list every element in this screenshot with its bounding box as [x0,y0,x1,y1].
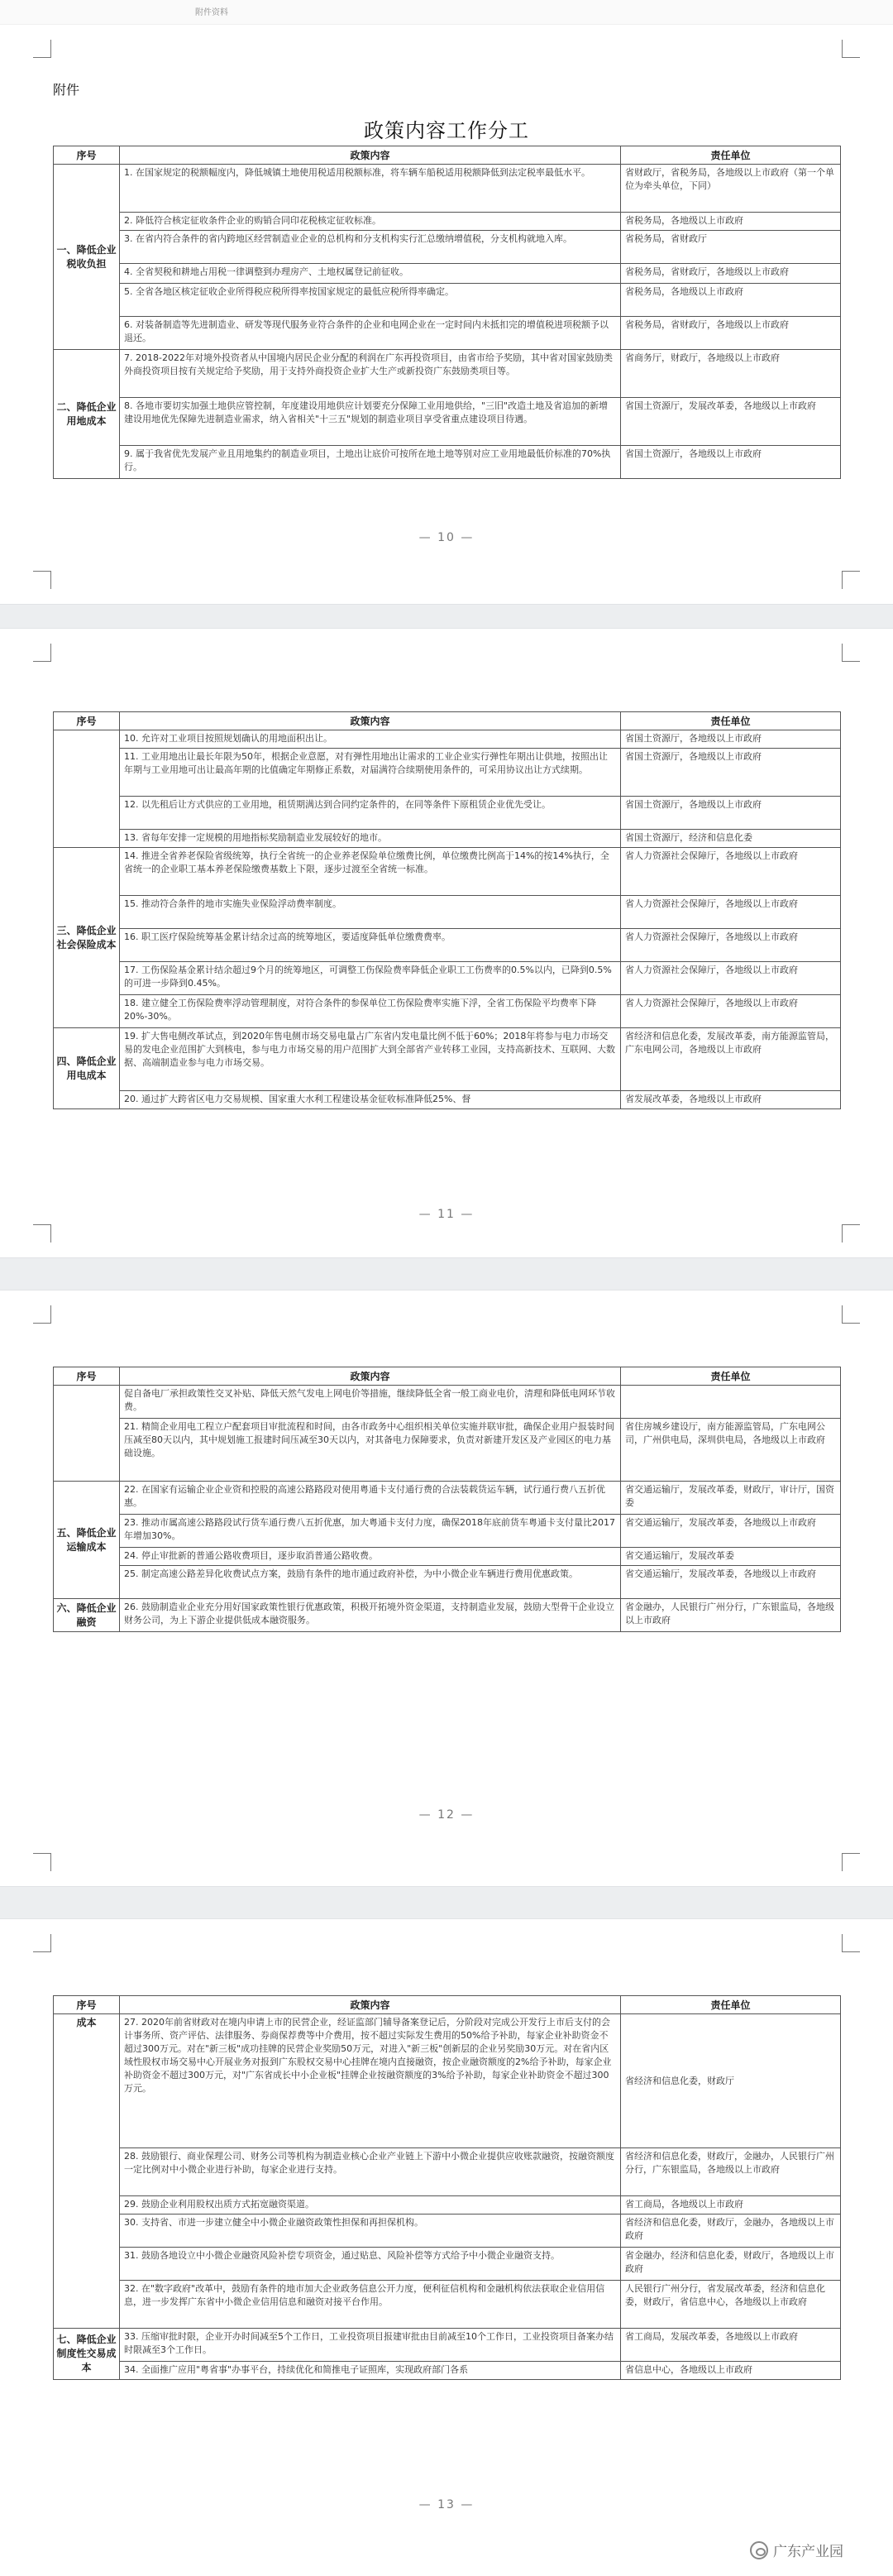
table-row [54,830,841,848]
table-header-row [54,1367,841,1386]
wechat-icon [750,2541,768,2559]
page-number: — 10 — [418,531,475,544]
table-row [54,2281,841,2329]
category-cell-continued [54,730,120,848]
table-row [54,165,841,213]
policy-content: 22. 在国家有运输企业企业资和控股的高速公路路段对使用粤通卡支付通行费的合法装载货运车辆，试行通行费八五折优惠。 [120,1482,621,1515]
table-row [54,350,841,398]
responsible-unit: 省工商局，发展改革委，各地级以上市政府 [621,2329,841,2362]
policy-content: 29. 鼓励企业利用股权出质方式拓宽融资渠道。 [120,2196,621,2214]
table-row [54,1566,841,1599]
table-row [54,730,841,749]
table-row [54,797,841,830]
table-row [54,929,841,962]
responsible-unit: 省税务局，各地级以上市政府 [621,213,841,231]
responsible-unit: 省国土资源厅，各地级以上市政府 [621,797,841,830]
policy-content: 19. 扩大售电侧改革试点，到2020年售电侧市场交易电量占广东省内发电量比例不低于60%；2018年将参与电力市场交易的发电企业范围扩大到核电，参与电力市场交易的用户范围扩大到全部省产业转移工业园，支持高新技术、互联网、大数据、高端制造业参与电力市场交易。 [120,1028,621,1091]
col-header-resp: 责任单位 [621,712,841,730]
policy-content: 27. 2020年前省财政对在境内申请上市的民营企业，经证监部门辅导备案登记后，分阶段对完成公开发行上市后支付的会计事务所、资产评估、法律服务、券商保荐费等中介费用，按不超过实际发生费用的50%给予补助，每家企业补助资金不超过300万元。对在"新三板"成功挂牌的民营企业奖励50万元，对进入"新三板"创新层的企业另奖励30万元。对在省内区域性股权市场交易中心开展业务对报到广东股权交易中心挂牌在境内直接融资，按企业融资额度的2%给予补助，每家企业补助资金不超过300万元，对"广东省成长中小企业板"挂牌企业按融资额度的3%给予补助，每家企业补助资金不超过300万元。 [120,2014,621,2148]
crop-mark [842,1934,860,1952]
responsible-unit: 省住房城乡建设厅，南方能源监管局，广东电网公司，广州供电局，深圳供电局，各地级以上市政府 [621,1419,841,1482]
policy-table [53,1367,841,1632]
responsible-unit: 省国土资源厅，经济和信息化委 [621,830,841,848]
responsible-unit: 省税务局，各地级以上市政府 [621,284,841,317]
policy-content: 30. 支持省、市进一步建立健全中小微企业融资政策性担保和再担保机构。 [120,2214,621,2248]
responsible-unit: 省发展改革委，各地级以上市政府 [621,1091,841,1109]
table-row [54,284,841,317]
policy-content: 6. 对装备制造等先进制造业、研发等现代服务业符合条件的企业和电网企业在一定时间内未抵扣完的增值税进项税额予以退还。 [120,317,621,350]
category-cell: 六、降低企业融资 [54,1599,120,1632]
policy-content: 8. 各地市要切实加强土地供应管控制，年度建设用地供应计划要充分保障工业用地供给，"三旧"改造土地及省追加的新增建设用地优先保障先进制造业需求，纳入省相关"十三五"规划的制造业项目享受省重点建设项目待遇。 [120,398,621,446]
crop-mark [842,40,860,58]
policy-content: 13. 省每年安排一定规模的用地指标奖励制造业发展较好的地市。 [120,830,621,848]
watermark-text: 广东产业园 [773,2544,843,2560]
page-12 [0,1290,893,1886]
watermark [750,2540,843,2560]
page-separator [0,604,893,629]
policy-content: 3. 在省内符合条件的省内跨地区经营制造业企业的总机构和分支机构实行汇总缴纳增值税，分支机构就地入库。 [120,231,621,264]
table-row [54,962,841,995]
table-row [54,1419,841,1482]
policy-content: 20. 通过扩大跨省区电力交易规模、国家重大水利工程建设基金征收标准降低25%、督 [120,1091,621,1109]
responsible-unit: 省国土资源厅，发展改革委，各地级以上市政府 [621,398,841,446]
col-header-no: 序号 [54,1996,120,2014]
page-10 [0,25,893,604]
policy-content: 2. 降低符合核定征收条件企业的购销合同印花税核定征收标准。 [120,213,621,231]
page-11 [0,629,893,1257]
table-row [54,1599,841,1632]
crop-mark [33,571,51,589]
responsible-unit: 省金融办，经济和信息化委，财政厅，各地级以上市政府 [621,2248,841,2281]
table-row [54,1386,841,1419]
policy-content: 21. 精简企业用电工程立户配套项目审批流程和时间，由各市政务中心组织相关单位实施并联审批，确保企业用户报装时间压减至80天以内，其中规划施工报建时间压减至30天以内，对其备电力保障要求，负责对新建开发区及产业园区的电力基础设施。 [120,1419,621,1482]
policy-content: 16. 职工医疗保险统筹基金累计结余过高的统筹地区，要适度降低单位缴费费率。 [120,929,621,962]
responsible-unit: 省金融办，人民银行广州分行，广东银监局，各地级以上市政府 [621,1599,841,1632]
crop-mark [842,644,860,662]
col-header-no: 序号 [54,712,120,730]
responsible-unit: 人民银行广州分行，省发展改革委，经济和信息化委，财政厅，省信息中心，各地级以上市政府 [621,2281,841,2329]
responsible-unit: 省交通运输厅，发展改革委，各地级以上市政府 [621,1515,841,1548]
table-row [54,2014,841,2148]
category-cell: 五、降低企业运输成本 [54,1482,120,1599]
responsible-unit: 省经济和信息化委，财政厅，金融办，各地级以上市政府 [621,2214,841,2248]
responsible-unit: 省国土资源厅，各地级以上市政府 [621,749,841,797]
policy-content: 15. 推动符合条件的地市实施失业保险浮动费率制度。 [120,896,621,929]
crop-text: 附件资料 [195,8,228,17]
policy-content: 24. 停止审批新的普通公路收费项目，逐步取消普通公路收费。 [120,1548,621,1566]
responsible-unit: 省交通运输厅，发展改革委，财政厅，审计厅，国资委 [621,1482,841,1515]
crop-mark [842,1224,860,1243]
responsible-unit: 省税务局，省财政厅 [621,231,841,264]
responsible-unit: 省人力资源社会保障厅，各地级以上市政府 [621,962,841,995]
crop-mark [842,1853,860,1871]
page-separator [0,1886,893,1919]
responsible-unit: 省人力资源社会保障厅，各地级以上市政府 [621,995,841,1028]
crop-mark [33,1305,51,1324]
policy-content: 9. 属于我省优先发展产业且用地集约的制造业项目，土地出让底价可按所在地土地等别对应工业用地最低价标准的70%执行。 [120,446,621,479]
col-header-content: 政策内容 [120,1996,621,2014]
table-row [54,995,841,1028]
table-row [54,317,841,350]
responsible-unit: 省人力资源社会保障厅，各地级以上市政府 [621,848,841,896]
responsible-unit: 省人力资源社会保障厅，各地级以上市政府 [621,929,841,962]
policy-table [53,146,841,479]
policy-content: 34. 全面推广应用"粤省事"办事平台，持续优化和简推电子证照库，实现政府部门各系 [120,2362,621,2380]
policy-table [53,1995,841,2380]
col-header-content: 政策内容 [120,146,621,165]
crop-mark [33,1853,51,1871]
page-number: — 12 — [418,1808,475,1822]
policy-content: 5. 全省各地区核定征收企业所得税应税所得率按国家规定的最低应税所得率确定。 [120,284,621,317]
policy-content: 1. 在国家规定的税额幅度内，降低城镇土地使用税适用税额标准，将车辆车船税适用税额降低到法定税率最低水平。 [120,165,621,213]
table-row [54,2248,841,2281]
policy-content: 17. 工伤保险基金累计结余超过9个月的统筹地区，可调整工伤保险费率降低企业职工工伤费率的0.5%以内，已降到0.5%的可进一步降到0.45%。 [120,962,621,995]
col-header-no: 序号 [54,146,120,165]
table-row [54,1482,841,1515]
table-row [54,749,841,797]
policy-content: 25. 制定高速公路差异化收费试点方案，鼓励有条件的地市通过政府补偿，为中小微企业车辆进行费用优惠政策。 [120,1566,621,1599]
crop-mark [33,644,51,662]
table-header-row [54,1996,841,2014]
policy-content: 12. 以先租后让方式供应的工业用地，租赁期满达到合同约定条件的，在同等条件下原租赁企业优先受让。 [120,797,621,830]
page-13 [0,1919,893,2576]
category-cell: 四、降低企业用电成本 [54,1028,120,1109]
crop-mark [842,571,860,589]
table-header-row [54,146,841,165]
attachment-label: 附件 [53,82,80,98]
top-crop-strip [0,0,893,25]
table-row [54,1091,841,1109]
table-row [54,896,841,929]
policy-content: 32. 在"数字政府"改革中，鼓励有条件的地市加大企业政务信息公开力度，便利征信机构和金融机构依法获取企业信用信息，进一步发挥广东省中小微企业信用信息和融资对接平台作用。 [120,2281,621,2329]
crop-mark [842,1305,860,1324]
category-cell-continued [54,1386,120,1482]
crop-mark [33,1934,51,1952]
policy-content: 11. 工业用地出让最长年限为50年，根据企业意愿，对有弹性用地出让需求的工业企业实行弹性年期出让供地，按照出让年期与工业用地可出让最高年期的比值确定年期修正系数，对届满符合续期使用条件的，可采用协议出让方式续期。 [120,749,621,797]
policy-content: 18. 建立健全工伤保险费率浮动管理制度，对符合条件的参保单位工伤保险费率实施下浮，全省工伤保险平均费率下降20%-30%。 [120,995,621,1028]
policy-content: 促自备电厂承担政策性交叉补贴、降低天然气发电上网电价等措施，继续降低全省一般工商业电价，清理和降低电网环节收费。 [120,1386,621,1419]
col-header-resp: 责任单位 [621,146,841,165]
table-row [54,446,841,479]
policy-content: 26. 鼓励制造业企业充分用好国家政策性银行优惠政策，积极开拓境外资金渠道，支持制造业发展，鼓励大型骨干企业设立财务公司，为上下游企业提供低成本融资服务。 [120,1599,621,1632]
table-row [54,264,841,284]
col-header-content: 政策内容 [120,712,621,730]
table-row [54,848,841,896]
policy-content: 10. 允许对工业项目按照规划确认的用地面积出让。 [120,730,621,749]
category-cell: 三、降低企业社会保险成本 [54,848,120,1028]
table-header-row [54,712,841,730]
page-title: 政策内容工作分工 [364,119,529,142]
category-cell: 成本 [54,2014,120,2329]
table-row [54,2329,841,2362]
table-row [54,1548,841,1566]
table-row [54,1515,841,1548]
responsible-unit: 省商务厅，财政厅，各地级以上市政府 [621,350,841,398]
col-header-resp: 责任单位 [621,1996,841,2014]
policy-content: 23. 推动市属高速公路路段试行货车通行费八五折优惠，加大粤通卡支付力度，确保2018年底前货车粤通卡支付量比2017年增加30%。 [120,1515,621,1548]
responsible-unit: 省工商局，各地级以上市政府 [621,2196,841,2214]
responsible-unit: 省税务局，省财政厅，各地级以上市政府 [621,317,841,350]
responsible-unit: 省人力资源社会保障厅，各地级以上市政府 [621,896,841,929]
table-row [54,2148,841,2196]
responsible-unit: 省经济和信息化委，发展改革委，南方能源监管局，广东电网公司，各地级以上市政府 [621,1028,841,1091]
policy-content: 28. 鼓励银行、商业保理公司、财务公司等机构为制造业核心企业产业链上下游中小微企业提供应收账款融资，按融资额度一定比例对中小微企业进行补助，每家企业进行支持。 [120,2148,621,2196]
responsible-unit: 省交通运输厅，发展改革委 [621,1548,841,1566]
policy-content: 4. 全省契税和耕地占用税一律调整到办理房产、土地权属登记前征收。 [120,264,621,284]
table-row [54,2196,841,2214]
responsible-unit: 省税务局，省财政厅，各地级以上市政府 [621,264,841,284]
col-header-no: 序号 [54,1367,120,1386]
table-row [54,398,841,446]
responsible-unit: 省财政厅，省税务局，各地级以上市政府（第一个单位为牵头单位，下同） [621,165,841,213]
policy-content: 33. 压缩审批时限，企业开办时间减至5个工作日，工业投资项目报建审批由目前减至10个工作日，工业投资项目备案办结时限减至3个工作日。 [120,2329,621,2362]
responsible-unit: 省国土资源厅，各地级以上市政府 [621,730,841,749]
responsible-unit: 省信息中心，各地级以上市政府 [621,2362,841,2380]
category-cell: 二、降低企业用地成本 [54,350,120,479]
crop-mark [33,40,51,58]
policy-content: 14. 推进全省养老保险省级统筹，执行全省统一的企业养老保险单位缴费比例，单位缴费比例高于14%的按14%执行，全省统一的企业职工基本养老保险缴费基数上下限，逐步过渡至全省统一标准。 [120,848,621,896]
responsible-unit: 省经济和信息化委，财政厅 [621,2014,841,2148]
col-header-resp: 责任单位 [621,1367,841,1386]
table-row [54,2362,841,2380]
crop-mark [33,1224,51,1243]
page-number: — 13 — [418,2498,475,2511]
category-cell: 七、降低企业制度性交易成本 [54,2329,120,2380]
responsible-unit: 省交通运输厅，发展改革委，各地级以上市政府 [621,1566,841,1599]
responsible-unit [621,1386,841,1419]
table-row [54,231,841,264]
policy-content: 31. 鼓励各地设立中小微企业融资风险补偿专项资金，通过贴息、风险补偿等方式给予中小微企业融资支持。 [120,2248,621,2281]
page-number: — 11 — [418,1208,475,1221]
policy-table [53,711,841,1109]
table-row [54,1028,841,1091]
col-header-content: 政策内容 [120,1367,621,1386]
responsible-unit: 省国土资源厅，各地级以上市政府 [621,446,841,479]
table-row [54,213,841,231]
table-row [54,2214,841,2248]
responsible-unit: 省经济和信息化委，财政厅，金融办，人民银行广州分行，广东银监局，各地级以上市政府 [621,2148,841,2196]
page-separator [0,1257,893,1290]
category-cell: 一、降低企业税收负担 [54,165,120,350]
policy-content: 7. 2018-2022年对境外投资者从中国境内居民企业分配的利润在广东再投资项目，由省市给予奖励，其中省对国家鼓励类外商投资项目按有关规定给予奖励，用于支持外商投资企业扩大生产或新投资广东鼓励类项目等。 [120,350,621,398]
